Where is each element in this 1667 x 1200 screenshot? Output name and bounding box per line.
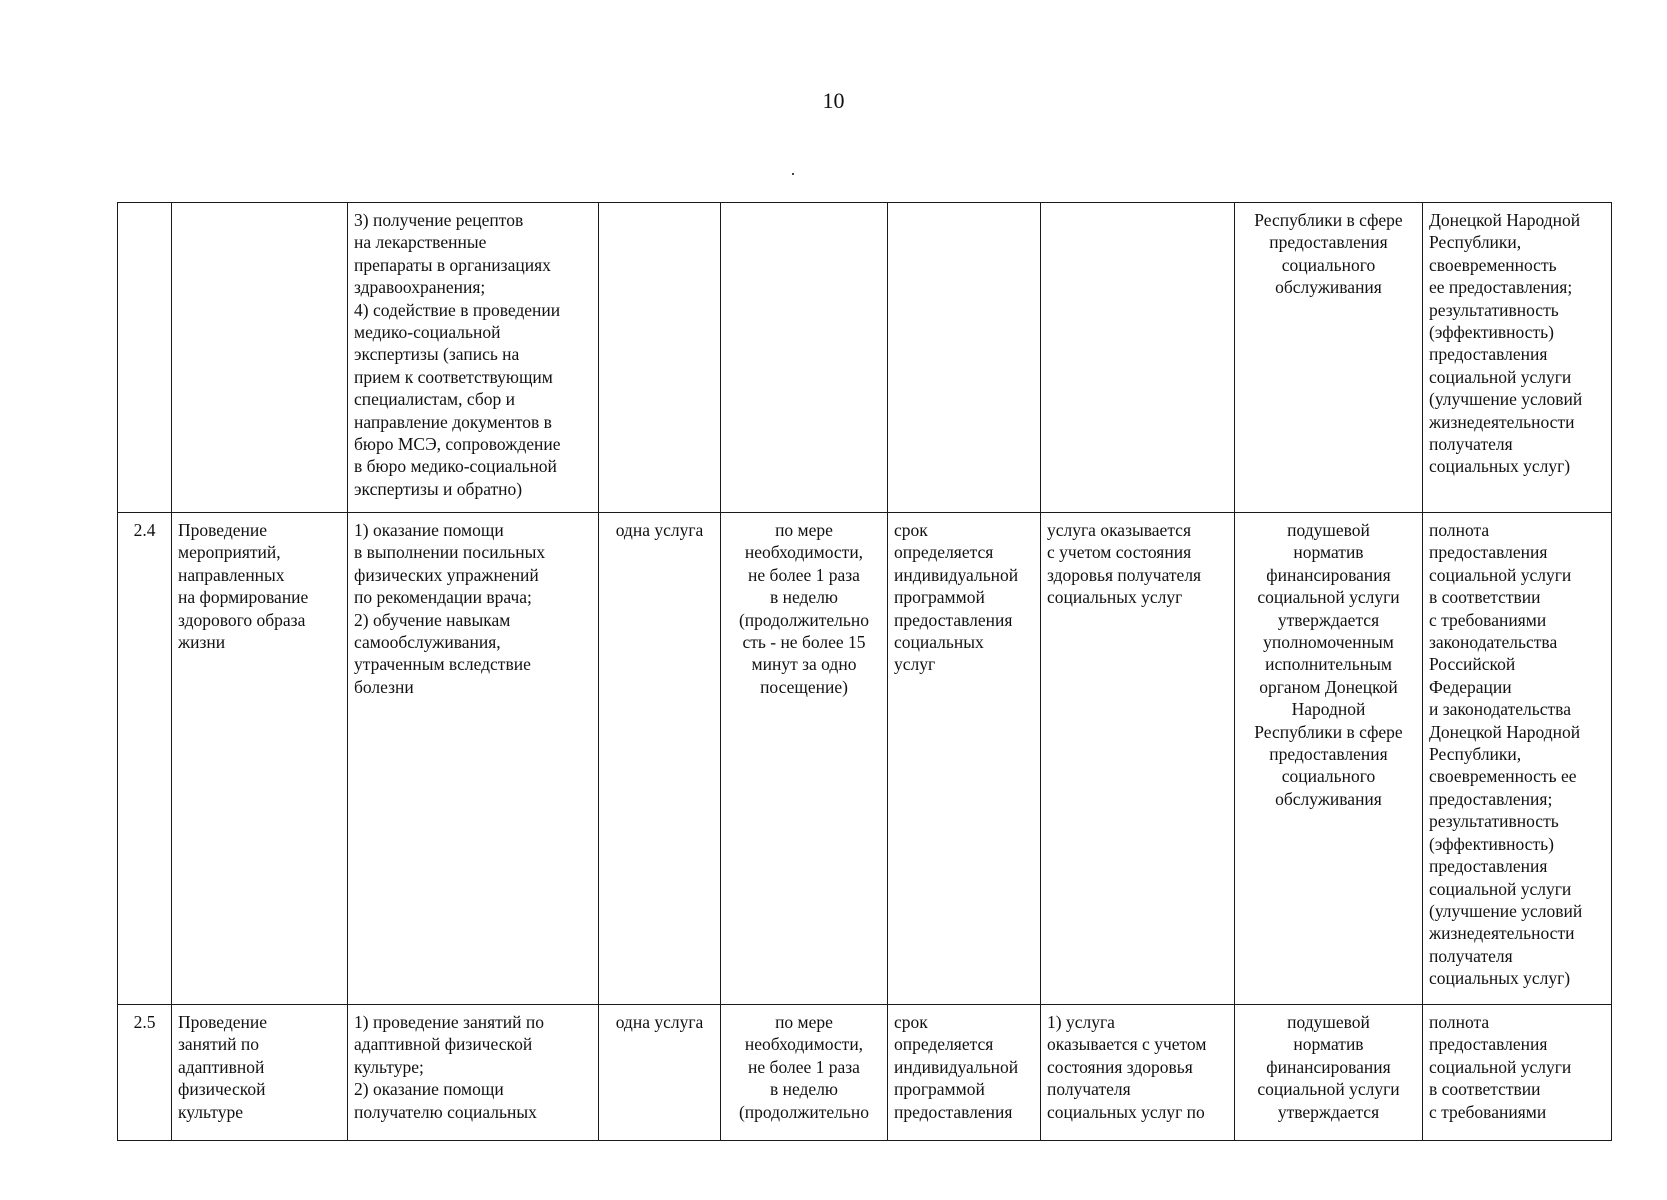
table-row bbox=[118, 1005, 1612, 1141]
service-term-cell bbox=[888, 203, 1041, 513]
service-quality-cell: полнота предоставления социальной услуги в соответствии с требованиями законодательства Российской Федерации и законодательства Донецкой Народной Республики, своевременность ее предоставления; результативность (эффективность) предоставления социальной услуги (улучшение условий жизнедеятельности получателя социальных услуг) bbox=[1423, 513, 1612, 1005]
service-conditions-cell: 1) услуга оказывается с учетом состояния здоровья получателя социальных услуг по bbox=[1041, 1005, 1235, 1141]
service-conditions-cell bbox=[1041, 203, 1235, 513]
service-quality-cell: Донецкой Народной Республики, своевременность ее предоставления; результативность (эффективность) предоставления социальной услуги (улучшение условий жизнедеятельности получателя социальных услуг) bbox=[1423, 203, 1612, 513]
service-conditions-cell: услуга оказывается с учетом состояния здоровья получателя социальных услуг bbox=[1041, 513, 1235, 1005]
service-content-cell: 3) получение рецептов на лекарственные препараты в организациях здравоохранения; 4) содействие в проведении медико-социальной экспертизы (запись на прием к соответствующим специалистам, сбор и направление документов в бюро МСЭ, сопровождение в бюро медико-социальной экспертизы и обратно) bbox=[348, 203, 599, 513]
service-norm-cell: подушевой норматив финансирования социальной услуги утверждается bbox=[1235, 1005, 1423, 1141]
service-content-cell: 1) проведение занятий по адаптивной физической культуре; 2) оказание помощи получателю социальных bbox=[348, 1005, 599, 1141]
service-content-cell: 1) оказание помощи в выполнении посильных физических упражнений по рекомендации врача; 2) обучение навыкам самообслуживания, утраченным вследствие болезни bbox=[348, 513, 599, 1005]
services-table bbox=[117, 202, 1612, 1141]
service-name-cell: Проведение мероприятий, направленных на формирование здорового образа жизни bbox=[172, 513, 348, 1005]
service-frequency-cell bbox=[721, 203, 888, 513]
service-quality-cell: полнота предоставления социальной услуги в соответствии с требованиями bbox=[1423, 1005, 1612, 1141]
service-name-cell: Проведение занятий по адаптивной физической культуре bbox=[172, 1005, 348, 1141]
service-unit-cell: одна услуга bbox=[599, 1005, 721, 1141]
service-norm-cell: подушевой норматив финансирования социальной услуги утверждается уполномоченным исполнительным органом Донецкой Народной Республики в сфере предоставления социального обслуживания bbox=[1235, 513, 1423, 1005]
service-term-cell: срок определяется индивидуальной программой предоставления социальных услуг bbox=[888, 513, 1041, 1005]
service-norm-cell: Республики в сфере предоставления социального обслуживания bbox=[1235, 203, 1423, 513]
service-term-cell: срок определяется индивидуальной программой предоставления bbox=[888, 1005, 1041, 1141]
row-number-cell bbox=[118, 203, 172, 513]
service-name-cell bbox=[172, 203, 348, 513]
service-unit-cell: одна услуга bbox=[599, 513, 721, 1005]
row-number-cell: 2.5 bbox=[118, 1005, 172, 1141]
service-frequency-cell: по мере необходимости, не более 1 раза в неделю (продолжительно сть - не более 15 минут за одно посещение) bbox=[721, 513, 888, 1005]
page-number: 10 bbox=[822, 88, 845, 113]
service-frequency-cell: по мере необходимости, не более 1 раза в неделю (продолжительно bbox=[721, 1005, 888, 1141]
scan-artifact-dot bbox=[792, 173, 794, 175]
row-number-cell: 2.4 bbox=[118, 513, 172, 1005]
service-unit-cell bbox=[599, 203, 721, 513]
table-row bbox=[118, 203, 1612, 513]
table-row bbox=[118, 513, 1612, 1005]
